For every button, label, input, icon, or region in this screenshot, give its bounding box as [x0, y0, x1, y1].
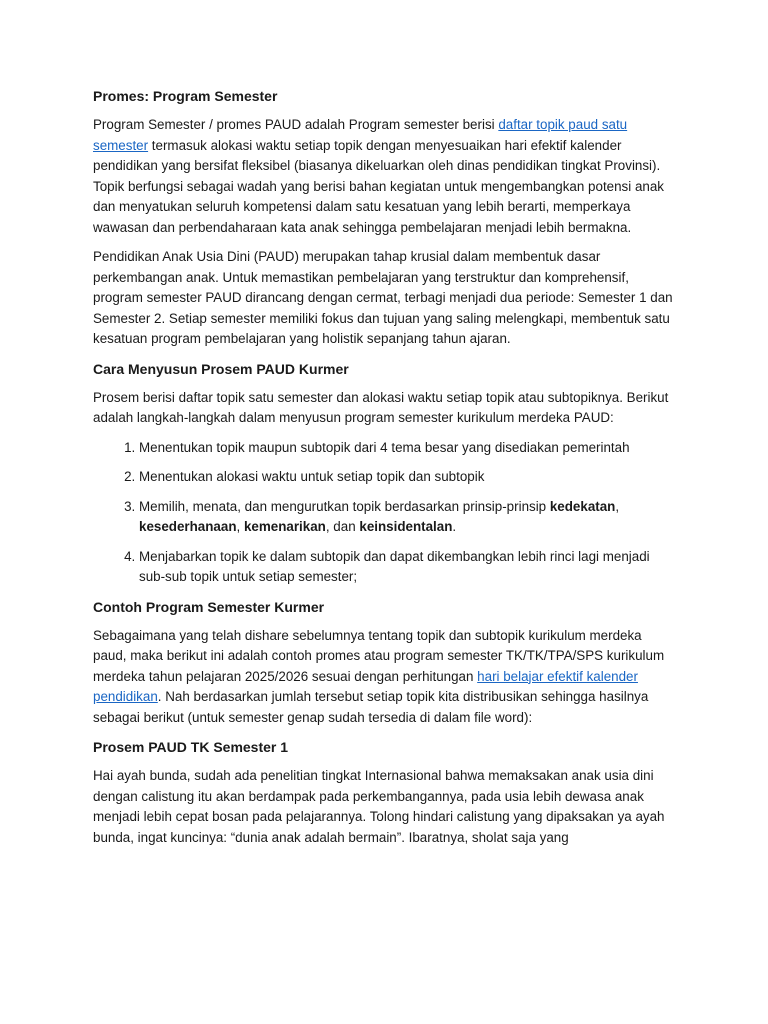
steps-list: [93, 438, 678, 588]
paragraph-promes-definition: [93, 115, 678, 238]
bold-term: kedekatan: [549, 498, 616, 514]
heading-prosem-semester1: Prosem PAUD TK Semester 1: [93, 739, 289, 755]
link-hari-belajar[interactable]: hari belajar efektif kalender pendidikan: [93, 668, 638, 704]
heading-contoh-program: Contoh Program Semester Kurmer: [93, 598, 325, 615]
paragraph-contoh: [93, 626, 678, 729]
text-segment: termasuk alokasi waktu setiap topik dengan menyesuaikan hari efektif kalender pendidikan yang bersifat fleksibel (biasanya dikeluarkan oleh dinas pendidikan tingkat Provinsi). Topik berfungsi sebagai wadah yang berisi bahan kegiatan untuk mengembangkan potensi anak dan menyatukan seluruh kompetensi dalam satu kesatuan yang lebih berarti, memperkaya wawasan dan perbendaharaan kata anak sehingga pembelajaran menjadi lebih bermakna.: [93, 137, 664, 235]
bold-term: keinsidentalan: [359, 519, 453, 534]
heading-cara-menyusun: Cara Menyusun Prosem PAUD Kurmer: [93, 360, 349, 377]
text-segment: Program Semester / promes PAUD adalah Program semester berisi: [93, 117, 499, 132]
bold-term: kemenarikan: [243, 519, 326, 534]
text-segment: . Nah berdasarkan jumlah tersebut setiap topik kita distribusikan sehingga hasilnya sebagai berikut (untuk semester genap sudah tersedia di dalam file word):: [93, 689, 649, 725]
text-segment: , dan: [325, 519, 360, 534]
text-segment: Sebagaimana yang telah dishare sebelumnya tentang topik dan subtopik kurikulum merdeka paud, maka berikut ini adalah contoh promes atau program semester TK/TK/TPA/SPS kurikulum merdeka tahun pelajaran 2025/2026 sesuai dengan perhitungan: [93, 627, 665, 684]
list-item: [139, 497, 678, 538]
list-item: 2. Menentukan alokasi waktu untuk setiap topik dan subtopik: [139, 467, 678, 488]
list-item: 1. Menentukan topik maupun subtopik dari 4 tema besar yang disediakan pemerintah: [139, 438, 678, 459]
bold-term: kesederhanaan: [139, 519, 237, 534]
text-segment: ,: [615, 498, 620, 514]
list-item: 4. Menjabarkan topik ke dalam subtopik dan dapat dikembangkan lebih rinci lagi menjadi sub-sub topik untuk setiap semester;: [139, 547, 678, 588]
text-segment: Memilih, menata, dan mengurutkan topik berdasarkan prinsip-prinsip: [139, 498, 550, 514]
text-segment: ,: [236, 519, 244, 534]
paragraph-prosem-intro: Prosem berisi daftar topik satu semester dan alokasi waktu setiap topik atau subtopiknya. Berikut adalah langkah-langkah dalam menyusun program semester kurikulum merdeka PAUD:: [93, 389, 669, 425]
link-daftar-topik[interactable]: daftar topik paud satu semester: [93, 117, 628, 153]
text-segment: .: [452, 519, 457, 534]
paragraph-semester1: Hai ayah bunda, sudah ada penelitian tingkat Internasional bahwa memaksakan anak usia dini dengan calistung itu akan berdampak pada perkembangannya, pada usia lebih dewasa anak menjadi lebih cepat bosan pada pelajarannya. Tolong hindari calistung yang dipaksakan ya ayah bunda, ingat kuncinya: “dunia anak adalah bermain”. Ibaratnya, sholat saja yang: [93, 768, 665, 845]
heading-promes: Promes: Program Semester: [93, 88, 278, 104]
document-page: [93, 86, 678, 857]
paragraph-paud-intro: Pendidikan Anak Usia Dini (PAUD) merupakan tahap krusial dalam membentuk dasar perkembangan anak. Untuk memastikan pembelajaran yang terstruktur dan komprehensif, program semester PAUD dirancang dengan cermat, terbagi menjadi dua periode: Semester 1 dan Semester 2. Setiap semester memiliki fokus dan tujuan yang saling melengkapi, membentuk satu kesatuan program pembelajaran yang holistik sepanjang tahun ajaran.: [93, 249, 673, 346]
